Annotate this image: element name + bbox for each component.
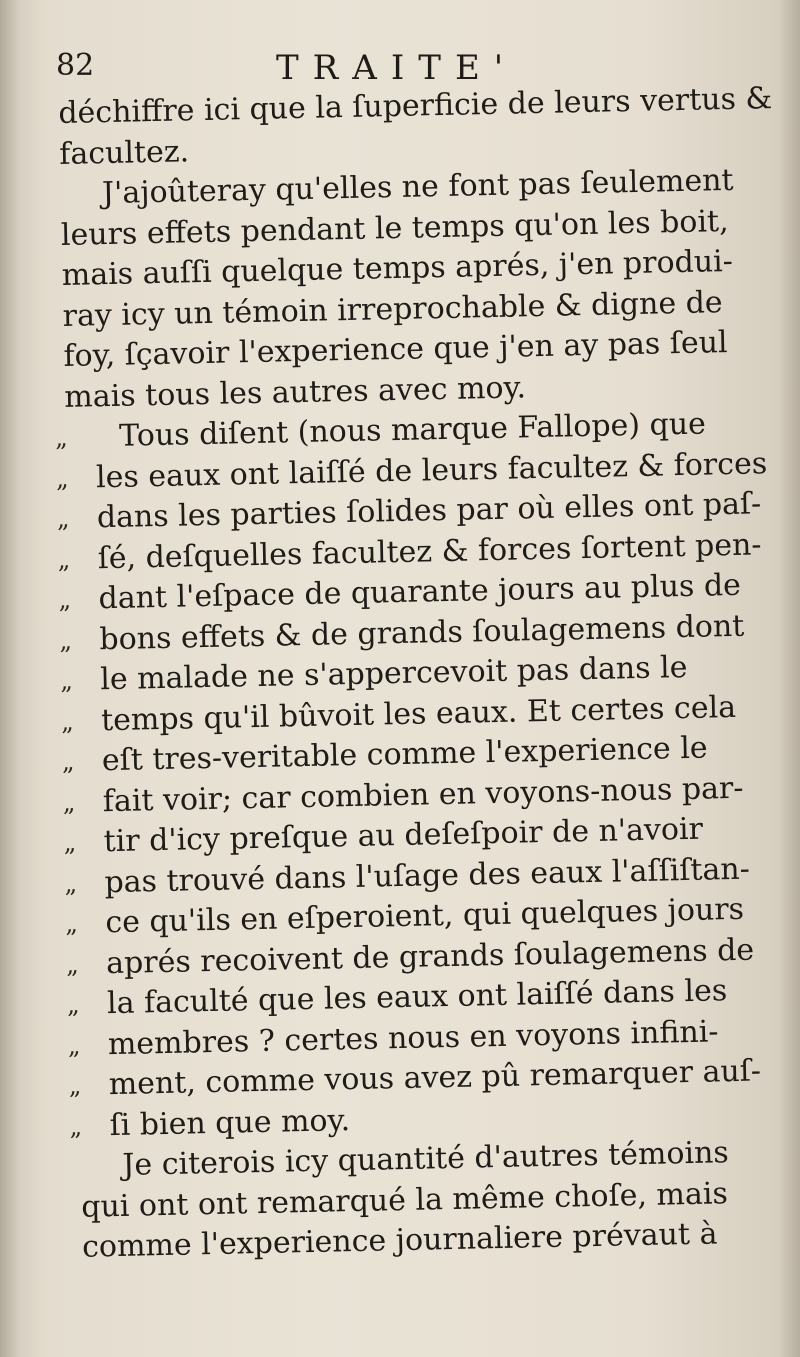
line-text: mais auſſi quelque temps aprés, j'en produi- <box>61 243 734 293</box>
quotation-mark: „ <box>55 464 69 493</box>
line-text: dans les parties ſolides par où elles ont paſ- <box>96 486 762 536</box>
line-text: les eaux ont laiſſé de leurs facultez & forces <box>95 445 768 495</box>
quotation-mark: „ <box>62 788 76 817</box>
line-text: pas trouvé dans l'uſage des eaux l'aſſiſtan- <box>104 851 751 900</box>
line-text: ſé, deſquelles facultez & forces ſortent pen- <box>97 526 762 576</box>
quotation-mark: „ <box>60 707 74 736</box>
line-text: temps qu'il bûvoit les eaux. Et certes cela <box>100 689 737 738</box>
line-text: ce qu'ils en eſperoient, qui quelques jours <box>104 891 745 941</box>
line-text: fait voir; car combien en voyons-nous par- <box>102 770 744 819</box>
line-text: tir d'icy preſque au deſeſpoir de n'avoir <box>103 811 704 860</box>
quotation-mark: „ <box>68 1071 82 1100</box>
quotation-mark: „ <box>60 666 74 696</box>
line-text: la faculté que les eaux ont laiſſé dans les <box>106 973 728 1022</box>
gutter-shadow <box>0 0 20 1357</box>
quotation-mark: „ <box>64 869 78 898</box>
body-text <box>54 80 773 1269</box>
line-text: le malade ne s'appercevoit pas dans le <box>99 649 688 698</box>
page-edge-shadow <box>778 0 800 1357</box>
quotation-mark: „ <box>65 909 79 939</box>
quotation-mark: „ <box>61 747 75 777</box>
line-text: dant l'eſpace de quarante jours au plus de <box>98 567 742 617</box>
line-text: membres ? certes nous en voyons infini- <box>107 1013 719 1062</box>
line-text: ray icy un témoin irreprochable & digne de <box>62 284 723 334</box>
running-head: TRAITE' <box>276 48 518 88</box>
line-text: bons effets & de grands ſoulagemens dont <box>99 608 745 657</box>
quotation-mark: „ <box>69 1112 83 1141</box>
quotation-mark: „ <box>59 626 73 655</box>
line-text: ment, comme vous avez pû remarquer auſ- <box>108 1053 762 1103</box>
quotation-mark: „ <box>63 828 77 858</box>
line-text: comme l'experience journaliere prévaut à <box>81 1216 718 1265</box>
quotation-mark: „ <box>58 585 72 615</box>
line-text: J'ajoûteray qu'elles ne font pas ſeulement <box>101 162 734 212</box>
line-text: mais tous les autres avec moy. <box>63 369 527 415</box>
quotation-mark: „ <box>65 950 79 979</box>
quotation-mark: „ <box>67 1031 81 1060</box>
line-text: leurs effets pendant le temps qu'on les boit, <box>60 203 729 253</box>
quotation-mark: „ <box>56 504 70 534</box>
line-text: déchiffre ici que la ſuperficie de leurs vertus & <box>58 81 773 131</box>
quotation-mark: „ <box>54 423 68 453</box>
line-text: facultez. <box>58 133 190 172</box>
quotation-mark: „ <box>57 545 71 574</box>
line-text: Je citerois icy quantité d'autres témoins <box>122 1135 730 1183</box>
quotation-mark: „ <box>66 990 80 1020</box>
line-text: ſi bien que moy. <box>109 1102 351 1143</box>
line-text: Tous diſent (nous marque Fallope) que <box>118 406 707 454</box>
page-number: 82 <box>56 48 95 83</box>
line-text: eſt tres-veritable comme l'experience le <box>101 730 708 779</box>
line-text: aprés recoivent de grands ſoulagemens de <box>105 932 755 981</box>
line-text: foy, ſçavoir l'experience que j'en ay pas ſeul <box>63 325 728 374</box>
line-text: qui ont ont remarqué la même choſe, mais <box>80 1175 729 1225</box>
